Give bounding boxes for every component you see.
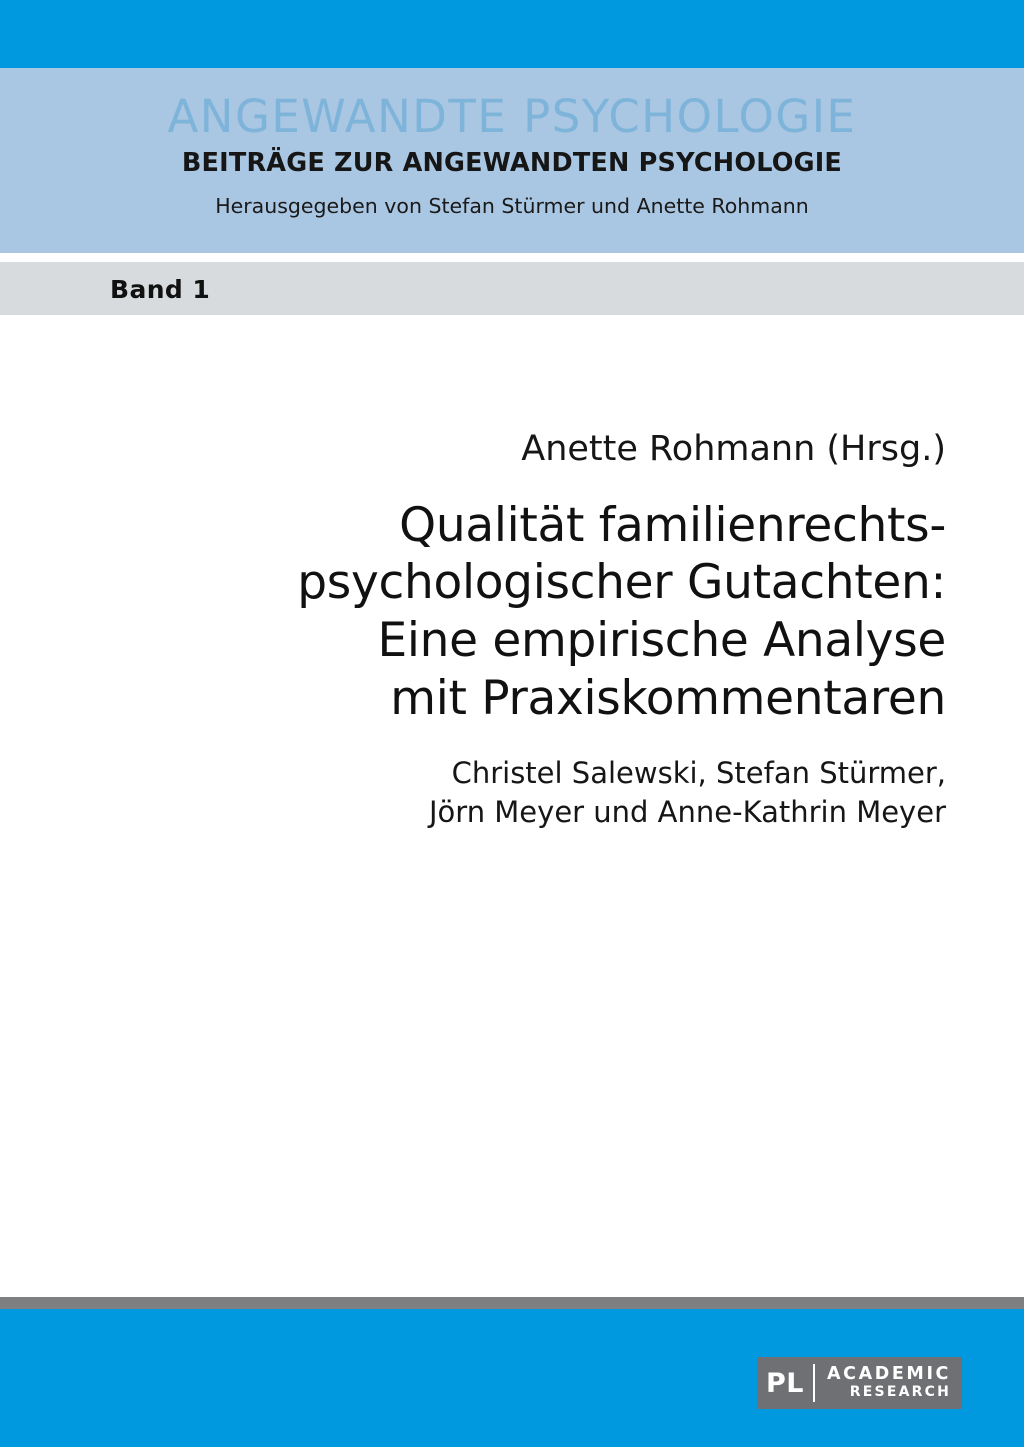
title-block <box>0 430 1024 832</box>
series-watermark-text: ANGEWANDTE PSYCHOLOGIE <box>167 90 857 143</box>
publisher-wordmark-line2: RESEARCH <box>849 1383 951 1400</box>
bottom-grey-rule <box>0 1297 1024 1309</box>
book-editor: Anette Rohmann (Hrsg.) <box>521 429 946 469</box>
publisher-monogram: PL <box>766 1367 804 1399</box>
book-title <box>0 497 946 728</box>
book-title-line: Eine empirische Analyse <box>377 613 946 669</box>
series-header-block <box>0 68 1024 253</box>
book-authors <box>0 754 946 832</box>
book-title-line: mit Praxiskommentaren <box>390 670 946 726</box>
series-title: BEITRÄGE ZUR ANGEWANDTEN PSYCHOLOGIE <box>181 148 843 178</box>
volume-label: Band 1 <box>110 275 211 304</box>
top-accent-band <box>0 0 1024 68</box>
publisher-wordmark <box>815 1357 962 1409</box>
book-title-line: psychologischer Gutachten: <box>297 555 946 611</box>
publisher-logo <box>757 1357 962 1409</box>
publisher-wordmark-line1: ACADEMIC <box>827 1364 951 1385</box>
book-author-line: Christel Salewski, Stefan Stürmer, <box>451 755 946 790</box>
book-title-line: Qualität familienrechts- <box>399 497 946 553</box>
book-author-line: Jörn Meyer und Anne-Kathrin Meyer <box>428 794 946 829</box>
series-editors: Herausgegeben von Stefan Stürmer und Anette Rohmann <box>215 194 809 218</box>
